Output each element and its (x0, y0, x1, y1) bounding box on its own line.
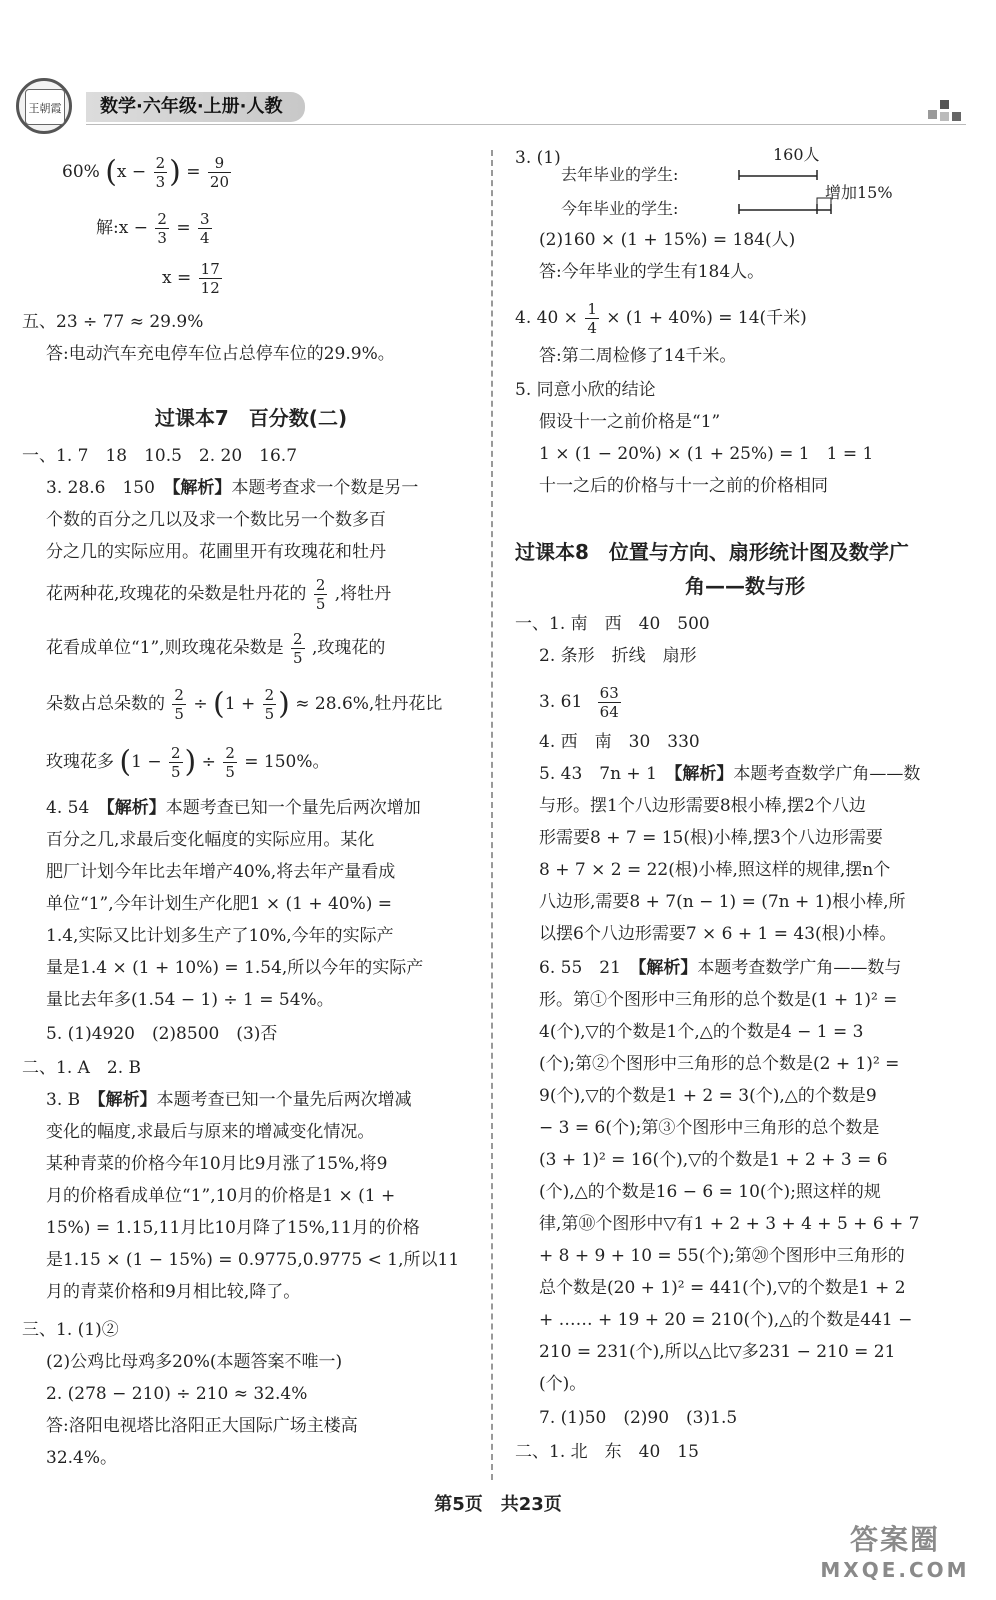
diagram-label-this-year: 今年毕业的学生: (561, 199, 679, 218)
answer-a4: 4. 西 南 30 330 (539, 732, 700, 752)
answer-3-2: 2. (278 − 210) ÷ 210 ≈ 32.4% (46, 1384, 308, 1404)
text-line: 个数的百分之几以及求一个数比另一个数多百 (46, 510, 386, 530)
answer-wu: 五、23 ÷ 77 ≈ 29.9% (22, 312, 204, 332)
text-line: 15%) = 1.15,11月比10月降了15%,11月的价格 (46, 1218, 420, 1238)
site-watermark (820, 1518, 970, 1588)
fraction: $\frac{2}{5}$ (293, 630, 303, 667)
text-line: 以摆6个八边形需要7 × 6 + 1 = 43(根)小棒。 (539, 924, 897, 944)
header-rule (86, 124, 966, 125)
logo-badge (25, 89, 65, 125)
answer-2-3 (46, 1086, 480, 1114)
text: x − (116, 162, 147, 182)
text-line: − 3 = 6(个);第③个图形中三角形的总个数是 (539, 1118, 880, 1138)
answer-3-1-2: (2)公鸡比母鸡多20%(本题答案不唯一) (46, 1352, 343, 1372)
answer-a7: 7. (1)50 (2)90 (3)1.5 (539, 1408, 738, 1428)
equation-line-1: 60% (x − $\frac{2}{3}$ ) = $\frac{9}{20}$ (62, 154, 229, 191)
increase-brace (817, 198, 831, 204)
equation-line-3 (162, 260, 480, 297)
fraction: $\frac{17}{12}$ (200, 260, 220, 297)
answer-r4 (515, 300, 975, 337)
text: 3. B (46, 1090, 98, 1110)
diagram-bars (561, 146, 941, 226)
answer-3-2-text: 答:洛阳电视塔比洛阳正大国际广场主楼高 (46, 1416, 358, 1436)
answer-wu-text: 答:电动汽车充电停车位占总停车位的29.9%。 (46, 344, 395, 364)
fraction: $\frac{2}{5}$ (174, 686, 184, 723)
watermark-line-1: 答案圈 (849, 1523, 940, 1556)
fraction: $\frac{2}{5}$ (315, 576, 326, 613)
fraction: $\frac{2}{3}$ (157, 210, 167, 247)
watermark-line-2: MXQE.COM (820, 1558, 970, 1582)
section-title-8-line-1: 过课本8 位置与方向、扇形统计图及数学广 (515, 540, 909, 564)
line-segment-diagram (561, 146, 941, 226)
text: 本题考查已知一个量先后两次增加 (165, 798, 421, 818)
text: 朵数占总朵数的 (46, 694, 165, 714)
text-line: 形。第①个图形中三角形的总个数是(1 + 1)² = (539, 990, 898, 1010)
text: 解:x − (96, 218, 148, 238)
answer-1-3 (46, 474, 480, 502)
section-title-8-line-2: 角——数与形 (685, 574, 805, 598)
text-line: 形需要8 + 7 = 15(根)小棒,摆3个八边形需要 (539, 828, 883, 848)
text: = 150%。 (244, 752, 330, 772)
fraction: $\frac{2}{5}$ (225, 744, 235, 781)
text: 本题考查已知一个量先后两次增减 (156, 1090, 412, 1110)
text-line: 总个数是(20 + 1)² = 441(个),▽的个数是1 + 2 (539, 1278, 906, 1298)
answer-r4-text: 答:第二周检修了14千米。 (539, 346, 737, 366)
text: 5. 43 7n + 1 (539, 764, 674, 784)
answer-a3 (539, 684, 975, 721)
answer-r5: 5. 同意小欣的结论 (515, 380, 656, 400)
text: 本题考查求一个数是另一 (231, 478, 419, 498)
text: = (176, 218, 191, 238)
text: = (186, 162, 201, 182)
text-line: 8 + 7 × 2 = 22(根)小棒,照这样的规律,摆n个 (539, 860, 891, 880)
text-line: (个)。 (539, 1374, 587, 1394)
diagram-top-value: 160人 (773, 145, 820, 164)
text: 1 − (131, 752, 162, 772)
section-title-7: 过课本7 百分数(二) (154, 406, 348, 430)
logo-text: 王朝霞 (28, 102, 62, 115)
text-line: 1.4,实际又比计划多生产了10%,今年的实际产 (46, 926, 394, 946)
text: 花两种花,玫瑰花的朵数是牡丹花的 (46, 584, 307, 604)
analysis-label: 【解析】 (97, 1090, 157, 1110)
text-line: + 8 + 9 + 10 = 55(个);第⑳个图形中三角形的 (539, 1246, 905, 1266)
diagram-label-last-year: 去年毕业的学生: (561, 165, 679, 184)
text-line: 月的青菜价格和9月相比较,降了。 (46, 1282, 301, 1302)
column-divider (491, 150, 493, 1480)
fraction: $\frac{2}{3}$ (155, 154, 166, 191)
answer-a1: 一、1. 南 西 40 500 (515, 614, 710, 634)
text-line: 变化的幅度,求最后与原来的增减变化情况。 (46, 1122, 375, 1142)
text-line: 朵数占总朵数的 $\frac{2}{5}$ ÷ (1 + $\frac{2}{5}$ ) ≈ 28.6%,牡丹花比 (46, 686, 443, 723)
analysis-label: 【解析】 (171, 478, 232, 498)
text-line: 百分之几,求最后变化幅度的实际应用。某化 (46, 830, 375, 850)
text-line: 与形。摆1个八边形需要8根小棒,摆2个八边 (539, 796, 866, 816)
text-line: (3 + 1)² = 16(个),▽的个数是1 + 2 + 3 = 6 (539, 1150, 888, 1170)
text: ,玫瑰花的 (311, 638, 386, 658)
diagram-increase-label: 增加15% (825, 183, 893, 202)
text: 花看成单位“1”,则玫瑰花朵数是 (46, 638, 284, 658)
text: 玫瑰花多 (46, 752, 114, 772)
answer-r3-text: 答:今年毕业的学生有184人。 (539, 262, 765, 282)
text-line (46, 630, 480, 667)
text-line: 4(个),▽的个数是1个,△的个数是4 − 1 = 3 (539, 1022, 864, 1042)
text: 60% (62, 162, 100, 182)
publisher-logo (16, 78, 72, 134)
answer-a6 (539, 954, 975, 982)
book-title: 数学·六年级·上册·人教 (86, 92, 305, 122)
page-header (8, 78, 988, 138)
text: 1 + (224, 694, 256, 714)
text: 本题考查数学广角——数 (733, 764, 921, 784)
text-line: 分之几的实际应用。花圃里开有玫瑰花和牡丹 (46, 542, 386, 562)
text: 4. 40 × (515, 308, 578, 328)
text-line: 十一之后的价格与十一之前的价格相同 (539, 476, 828, 496)
text-line: (个),△的个数是16 − 6 = 10(个);照这样的规 (539, 1182, 881, 1202)
page-number: 第5页 共23页 (434, 1494, 562, 1515)
text-line: 9(个),▽的个数是1 + 2 = 3(个),△的个数是9 (539, 1086, 877, 1106)
text: ≈ 28.6%,牡丹花比 (295, 694, 443, 714)
text: ÷ (193, 694, 208, 714)
analysis-label: 【解析】 (106, 798, 166, 818)
text: ,将牡丹 (334, 584, 392, 604)
text-line: (个);第②个图形中三角形的总个数是(2 + 1)² = (539, 1054, 900, 1074)
answer-1-5: 5. (1)4920 (2)8500 (3)否 (46, 1024, 278, 1044)
text-line: + …… + 19 + 20 = 210(个),△的个数是441 − (539, 1310, 913, 1330)
text: × (1 + 40%) = 14(千米) (606, 308, 807, 328)
answer-b1: 二、1. 北 东 40 15 (515, 1442, 699, 1462)
text-line: 是1.15 × (1 − 15%) = 0.9775,0.9775 < 1,所以11 (46, 1250, 460, 1270)
text: 6. 55 21 (539, 958, 638, 978)
answer-a5 (539, 760, 975, 788)
text: 本题考查数学广角——数与 (697, 958, 902, 978)
text: x = (162, 268, 192, 288)
answer-1-1: 一、1. 7 18 10.5 2. 20 16.7 (22, 446, 298, 466)
text-line: 律,第⑩个图形中▽有1 + 2 + 3 + 4 + 5 + 6 + 7 (539, 1214, 920, 1234)
text: 3. 28.6 150 (46, 478, 172, 498)
text-line: 1 × (1 − 20%) × (1 + 25%) = 1 1 = 1 (539, 444, 874, 464)
answer-3-2-text-2: 32.4%。 (46, 1448, 118, 1468)
text-line: 月的价格看成单位“1”,10月的价格是1 × (1 + (46, 1186, 396, 1206)
equation-line-2 (96, 210, 480, 247)
fraction: $\frac{3}{4}$ (199, 210, 210, 247)
text: 3. 61 (539, 692, 583, 712)
analysis-label: 【解析】 (637, 958, 698, 978)
fraction: $\frac{1}{4}$ (587, 300, 597, 337)
text-line (46, 576, 480, 613)
fraction: $\frac{9}{20}$ (209, 154, 229, 191)
analysis-label: 【解析】 (673, 764, 734, 784)
text-line: 玫瑰花多 (1 − $\frac{2}{5}$ ) ÷ $\frac{2}{5}$ = 150%。 (46, 744, 330, 781)
text-line: 八边形,需要8 + 7(n − 1) = (7n + 1)根小棒,所 (539, 892, 906, 912)
text-line: 某种青菜的价格今年10月比9月涨了15%,将9 (46, 1154, 388, 1174)
text: ÷ (201, 752, 216, 772)
answer-1-4 (46, 794, 480, 822)
answer-r3: 3. (1) (515, 148, 561, 168)
text-line: 量比去年多(1.54 − 1) ÷ 1 = 54%。 (46, 990, 334, 1010)
text: 4. 54 (46, 798, 107, 818)
answer-2-1: 二、1. A 2. B (22, 1058, 142, 1078)
text-line: 量是1.4 × (1 + 10%) = 1.54,所以今年的实际产 (46, 958, 424, 978)
answer-a2: 2. 条形 折线 扇形 (539, 646, 697, 666)
text-line: 肥厂计划今年比去年增产40%,将去年产量看成 (46, 862, 396, 882)
text-line: 单位“1”,今年计划生产化肥1 × (1 + 40%) = (46, 894, 393, 914)
fraction: $\frac{2}{5}$ (264, 686, 275, 723)
text-line: 210 = 231(个),所以△比▽多231 − 210 = 21 (539, 1342, 896, 1362)
text-line: 假设十一之前价格是“1” (539, 412, 721, 432)
fraction: $\frac{2}{5}$ (171, 744, 181, 781)
answer-3-1: 三、1. (1)② (22, 1320, 119, 1340)
fraction: $\frac{63}{64}$ (599, 684, 619, 721)
corner-squares-decoration (928, 100, 968, 130)
answer-r3-2: (2)160 × (1 + 15%) = 184(人) (539, 230, 796, 250)
